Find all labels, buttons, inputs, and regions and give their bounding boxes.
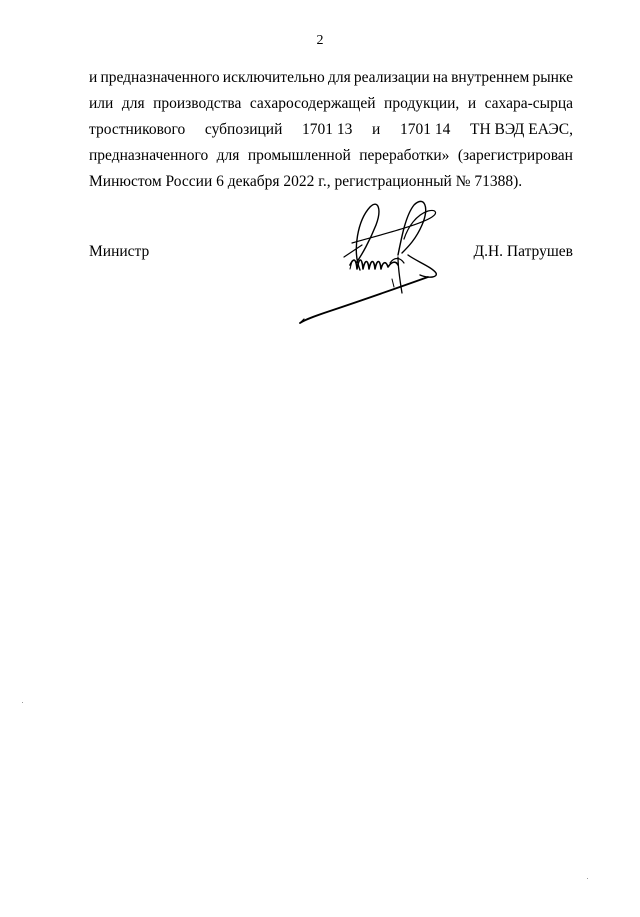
word: продукции, <box>384 95 460 112</box>
scan-speck <box>22 702 23 703</box>
word: на <box>432 69 448 86</box>
word: исключительно <box>222 69 325 86</box>
word: и <box>372 121 381 138</box>
word: ТН ВЭД ЕАЭС, <box>470 121 573 138</box>
text-line <box>89 65 573 91</box>
scan-speck <box>587 878 588 879</box>
word: для <box>327 69 351 86</box>
text-line <box>89 91 573 117</box>
word: тростникового <box>89 121 186 138</box>
word: 1701 14 <box>399 121 451 138</box>
signatory-title: Министр <box>89 243 150 260</box>
text-line <box>89 169 573 195</box>
word: предназначенного <box>89 147 209 164</box>
page-number: 2 <box>316 33 324 48</box>
word: переработки» <box>359 147 450 164</box>
word: рынке <box>532 69 573 86</box>
word: сахара-сырца <box>484 95 573 112</box>
word: предназначенного <box>100 69 220 86</box>
signatory-name: Д.Н. Патрушев <box>473 243 573 260</box>
text-line <box>89 143 573 169</box>
handwritten-signature-icon <box>290 195 450 335</box>
word: Минюстом России 6 декабря 2022 г., регистрационный № 71388). <box>89 173 523 190</box>
word: промышленной <box>247 147 351 164</box>
word: (зарегистрирован <box>457 147 573 164</box>
word: внутреннем <box>451 69 530 86</box>
word: или <box>89 95 114 112</box>
body-paragraph <box>89 65 573 195</box>
word: и <box>467 95 477 112</box>
word: субпозиций <box>204 121 283 138</box>
word: и <box>89 69 98 86</box>
word: для <box>121 95 145 112</box>
word: производства <box>153 95 242 112</box>
text-line <box>89 117 573 143</box>
word: сахаросодержащей <box>249 95 376 112</box>
word: 1701 13 <box>302 121 353 138</box>
word: для <box>216 147 240 164</box>
word: реализации <box>353 69 430 86</box>
